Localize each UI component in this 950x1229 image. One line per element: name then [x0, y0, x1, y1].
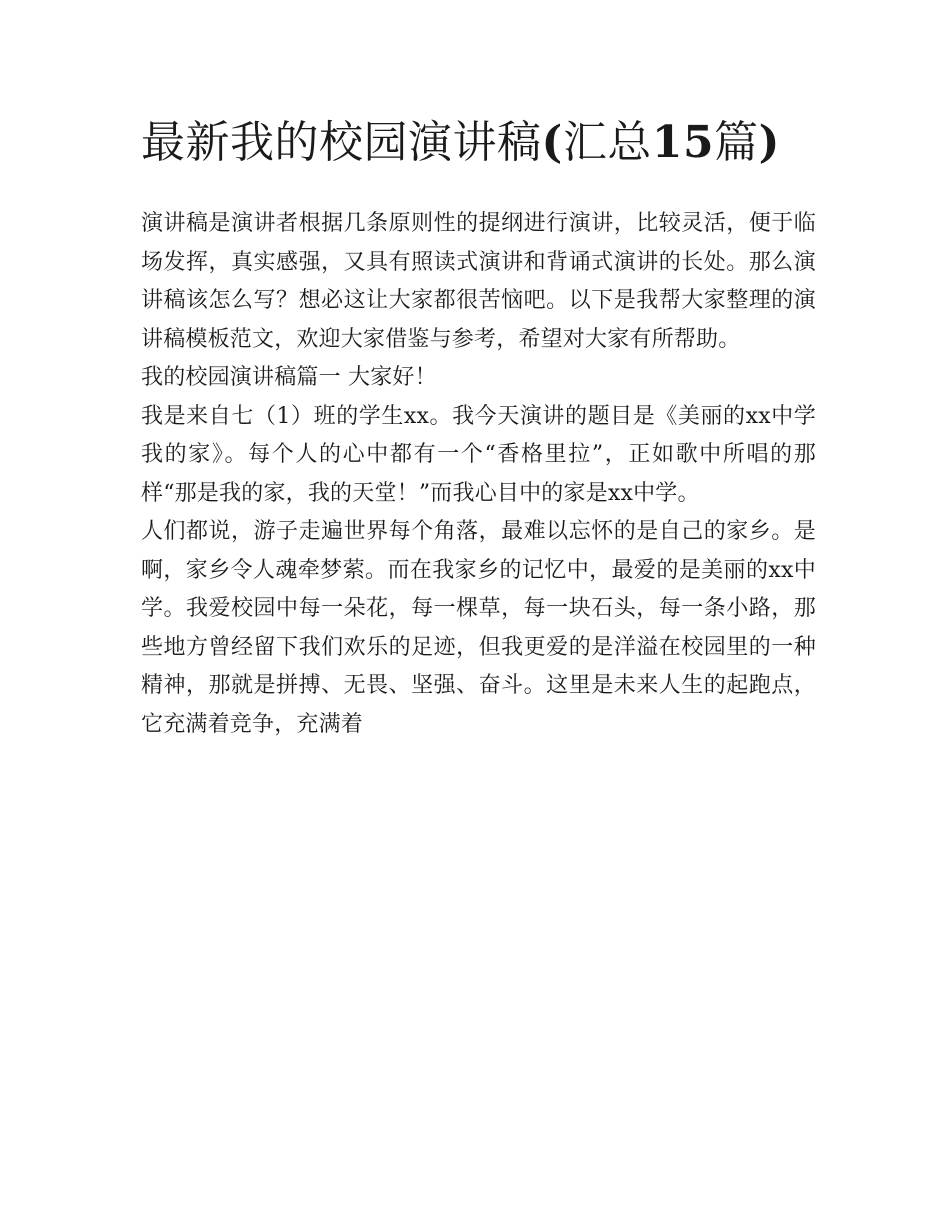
body-paragraph-2: 人们都说，游子走遍世界每个角落，最难以忘怀的是自己的家乡。是啊，家乡令人魂牵梦萦。而在我家乡的记忆中，最爱的是美丽的xx中学。我爱校园中每一朵花，每一棵草，每一块石头，每一条小路，那些地方曾经留下我们欢乐的足迹，但我更爱的是洋溢在校园里的一种精神，那就是拼搏、无畏、坚强、奋斗。这里是未来人生的起跑点，它充满着竞争，充满着: [141, 519, 816, 737]
body-paragraph-1: 我是来自七（1）班的学生xx。我今天演讲的题目是《美丽的xx中学我的家》。每个人的心中都有一个“香格里拉”，正如歌中所唱的那样“那是我的家，我的天堂！”而我心目中的家是xx中学。: [141, 403, 816, 506]
document-page: [141, 112, 816, 744]
intro-paragraph: 演讲稿是演讲者根据几条原则性的提纲进行演讲，比较灵活，便于临场发挥，真实感强，又具有照读式演讲和背诵式演讲的长处。那么演讲稿该怎么写？想必这让大家都很苦恼吧。以下是我帮大家整理的演讲稿模板范文，欢迎大家借鉴与参考，希望对大家有所帮助。: [141, 211, 816, 352]
speech-heading-paragraph: 我的校园演讲稿篇一 大家好！: [141, 365, 437, 390]
document-title: 最新我的校园演讲稿(汇总15篇): [141, 117, 780, 168]
